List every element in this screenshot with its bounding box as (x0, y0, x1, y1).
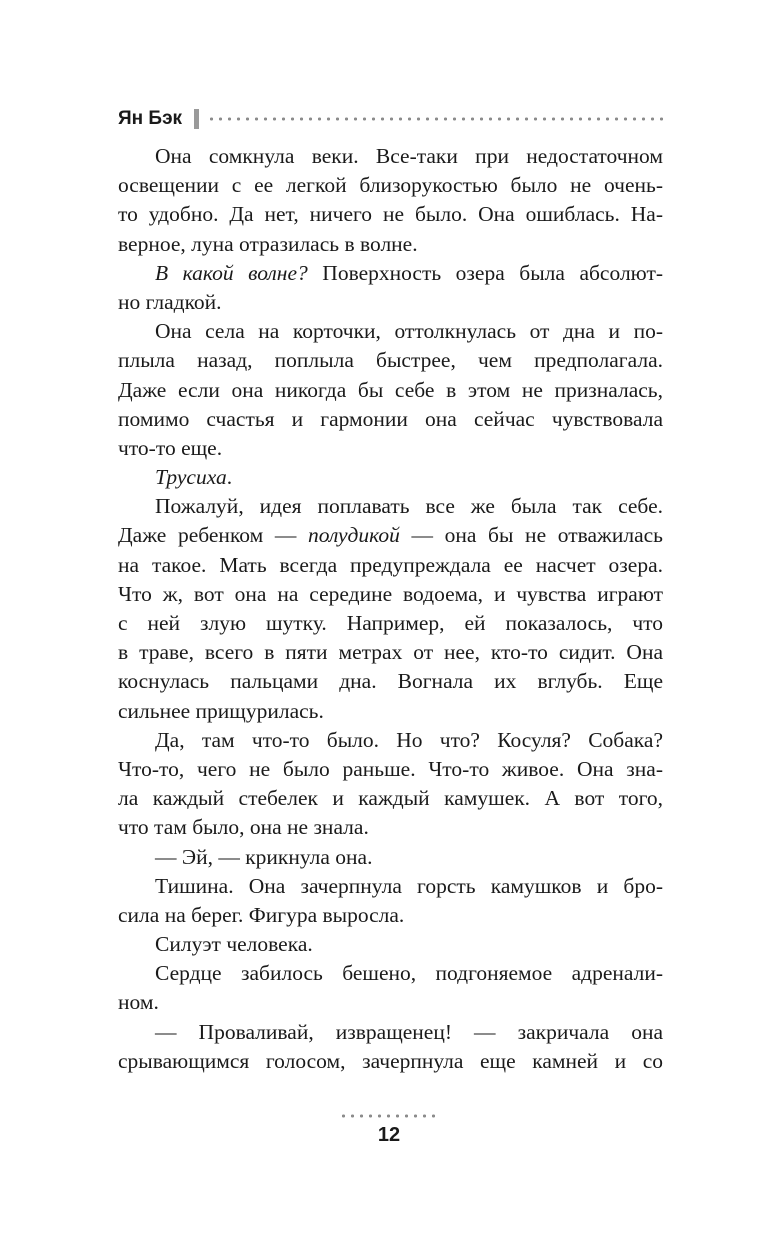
text-segment: коснулась пальцами дна. Вогнала их вглубь. Еще (118, 669, 663, 694)
text-line (118, 988, 663, 1017)
text-line (118, 405, 663, 434)
text-segment: верное, луна отразилась в волне. (118, 231, 418, 256)
text-segment: Даже ребенком — (118, 523, 308, 548)
text-segment: с ней злую шутку. Например, ей показалось, что (118, 611, 663, 635)
text-segment: Что-то, чего не было раньше. Что-то живое. Она зна- (118, 756, 663, 781)
text-line (118, 288, 663, 317)
italic-text: полудикой (307, 523, 400, 548)
text-line (118, 755, 663, 784)
text-segment: — Эй, — крикнула она. (155, 844, 373, 869)
italic-text: Трусиха (155, 465, 227, 490)
text-line (118, 580, 663, 609)
text-segment: но гладкой. (118, 289, 222, 314)
text-line (118, 667, 663, 696)
text-segment: что там было, она не знала. (118, 815, 369, 840)
text-segment: срывающимся голосом, зачерпнула еще камней и со (118, 1048, 663, 1073)
text-line (118, 1047, 663, 1076)
italic-text: В какой волне? (155, 260, 308, 285)
text-segment: — Проваливай, извращенец! — закричала она (155, 1019, 663, 1044)
text-segment: Тишина. Она зачерпнула горсть камушков и бро- (155, 873, 663, 898)
text-line (118, 872, 663, 901)
text-segment: Она села на корточки, оттолкнулась от дна и по- (155, 319, 663, 344)
text-line (118, 171, 663, 200)
text-segment: что-то еще. (118, 435, 223, 460)
text-segment: Пожалуй, идея поплавать все же была так себе. (155, 494, 663, 519)
page-number: 12 (377, 1124, 401, 1146)
text-line (118, 346, 663, 375)
text-line (118, 901, 663, 930)
text-segment: сила на берег. Фигура выросла. (118, 902, 405, 927)
text-segment: помимо счастья и гармонии она сейчас чувствовала (118, 406, 663, 431)
text-line (118, 376, 663, 405)
text-line (118, 200, 663, 229)
text-segment: плыла назад, поплыла быстрее, чем предполагала. (118, 348, 663, 373)
text-line (118, 813, 663, 842)
text-line (118, 697, 663, 726)
text-line (118, 142, 663, 171)
text-segment: Силуэт человека. (155, 932, 313, 957)
text-segment: освещении с ее легкой близорукостью было не очень- (118, 173, 663, 198)
text-segment: Да, там что-то было. Но что? Косуля? Собака? (155, 727, 663, 752)
text-line (118, 463, 663, 492)
author-name: Ян Бэк (118, 108, 183, 129)
text-line (118, 726, 663, 755)
text-segment: ла каждый стебелек и каждый камушек. А вот того, (118, 786, 663, 811)
text-line (118, 1018, 663, 1047)
header-dotted-rule (207, 117, 663, 121)
text-segment: Даже если она никогда бы себе в этом не призналась, (118, 377, 663, 402)
text-segment: сильнее прищурилась. (118, 698, 324, 723)
text-line (118, 492, 663, 521)
text-line (118, 843, 663, 872)
text-segment: то удобно. Да нет, ничего не было. Она ошиблась. На- (118, 202, 663, 227)
text-segment: на такое. Мать всегда предупреждала ее насчет озера. (118, 552, 663, 577)
text-segment: . (226, 465, 233, 490)
text-segment: — она бы не отважилась (399, 523, 663, 548)
text-line (118, 434, 663, 463)
text-segment: Что ж, вот она на середине водоема, и чувства играют (118, 581, 663, 606)
text-line (118, 609, 663, 638)
text-segment: Поверхность озера была абсолют- (307, 260, 664, 285)
text-line (118, 959, 663, 988)
text-line (118, 259, 663, 288)
text-segment: ном. (118, 990, 159, 1015)
body-text (118, 142, 663, 1076)
text-line (118, 638, 663, 667)
footer-dotted-rule (339, 1114, 439, 1118)
text-line (118, 317, 663, 346)
text-line (118, 521, 663, 550)
text-line (118, 930, 663, 959)
header-bar-ornament (194, 109, 199, 129)
text-line (118, 230, 663, 259)
text-segment: в траве, всего в пяти метрах от нее, кто-то сидит. Она (118, 640, 663, 665)
text-line (118, 551, 663, 580)
text-segment: Сердце забилось бешено, подгоняемое адренали- (155, 961, 663, 986)
running-header (118, 104, 663, 134)
text-line (118, 784, 663, 813)
text-segment: Она сомкнула веки. Все-таки при недостаточном (155, 144, 663, 168)
